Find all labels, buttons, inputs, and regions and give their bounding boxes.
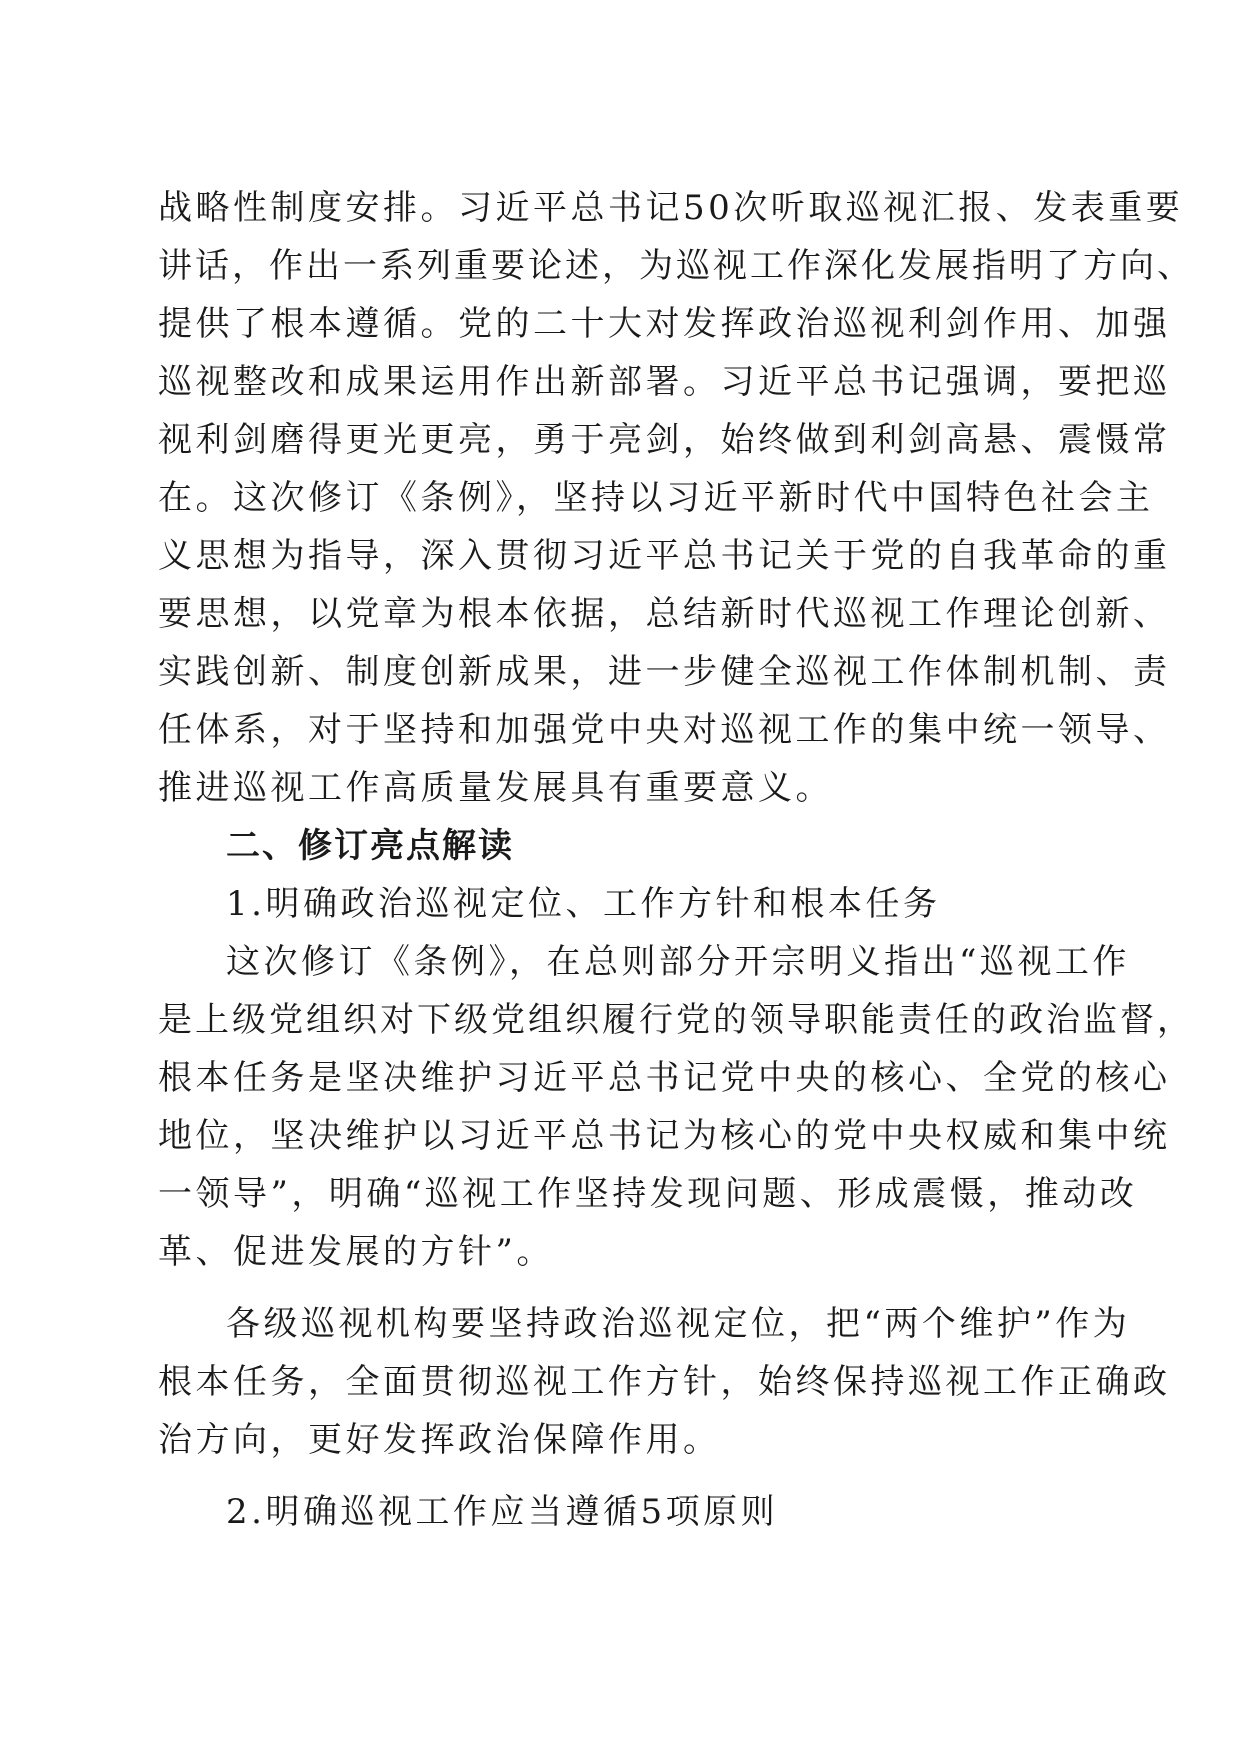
- paragraph-1-line-11: 推进巡视工作高质量发展具有重要意义。: [158, 768, 833, 808]
- paragraph-1-line-9: 实践创新、制度创新成果，进一步健全巡视工作体制机制、责: [158, 652, 1171, 692]
- paragraph-3-line-3: 治方向，更好发挥政治保障作用。: [158, 1420, 721, 1460]
- paragraph-1-line-4: 巡视整改和成果运用作出新部署。习近平总书记强调，要把巡: [158, 362, 1171, 402]
- paragraph-2-line-6: 革、促进发展的方针”。: [158, 1232, 554, 1272]
- paragraph-1-line-6: 在。这次修订《条例》，坚持以习近平新时代中国特色社会主: [158, 478, 1154, 518]
- paragraph-1-line-7: 义思想为指导，深入贯彻习近平总书记关于党的自我革命的重: [158, 536, 1171, 576]
- paragraph-2-line-4: 地位，坚决维护以习近平总书记为核心的党中央权威和集中统: [158, 1116, 1171, 1156]
- subheading-2: 2.明确巡视工作应当遵循5项原则: [226, 1492, 779, 1532]
- paragraph-1-line-2: 讲话，作出一系列重要论述，为巡视工作深化发展指明了方向、: [158, 246, 1194, 286]
- paragraph-1-line-5: 视利剑磨得更光更亮，勇于亮剑，始终做到利剑高悬、震慑常: [158, 420, 1171, 460]
- paragraph-3-line-1: 各级巡视机构要坚持政治巡视定位，把“两个维护”作为: [226, 1304, 1131, 1344]
- paragraph-2-line-2: 是上级党组织对下级党组织履行党的领导职能责任的政治监督，: [158, 1000, 1194, 1040]
- paragraph-1-line-8: 要思想，以党章为根本依据，总结新时代巡视工作理论创新、: [158, 594, 1171, 634]
- paragraph-2-line-5: 一领导”，明确“巡视工作坚持发现问题、形成震慑，推动改: [158, 1174, 1138, 1214]
- paragraph-2-line-3: 根本任务是坚决维护习近平总书记党中央的核心、全党的核心: [158, 1058, 1171, 1098]
- paragraph-3-line-2: 根本任务，全面贯彻巡视工作方针，始终保持巡视工作正确政: [158, 1362, 1171, 1402]
- subheading-1: 1.明确政治巡视定位、工作方针和根本任务: [226, 884, 941, 924]
- section-heading: 二、修订亮点解读: [226, 826, 514, 866]
- paragraph-1-line-3: 提供了根本遵循。党的二十大对发挥政治巡视利剑作用、加强: [158, 304, 1171, 344]
- paragraph-1-line-10: 任体系，对于坚持和加强党中央对巡视工作的集中统一领导、: [158, 710, 1171, 750]
- paragraph-1-line-1: 战略性制度安排。习近平总书记50次听取巡视汇报、发表重要: [158, 188, 1184, 228]
- paragraph-2-line-1: 这次修订《条例》，在总则部分开宗明义指出“巡视工作: [226, 942, 1130, 982]
